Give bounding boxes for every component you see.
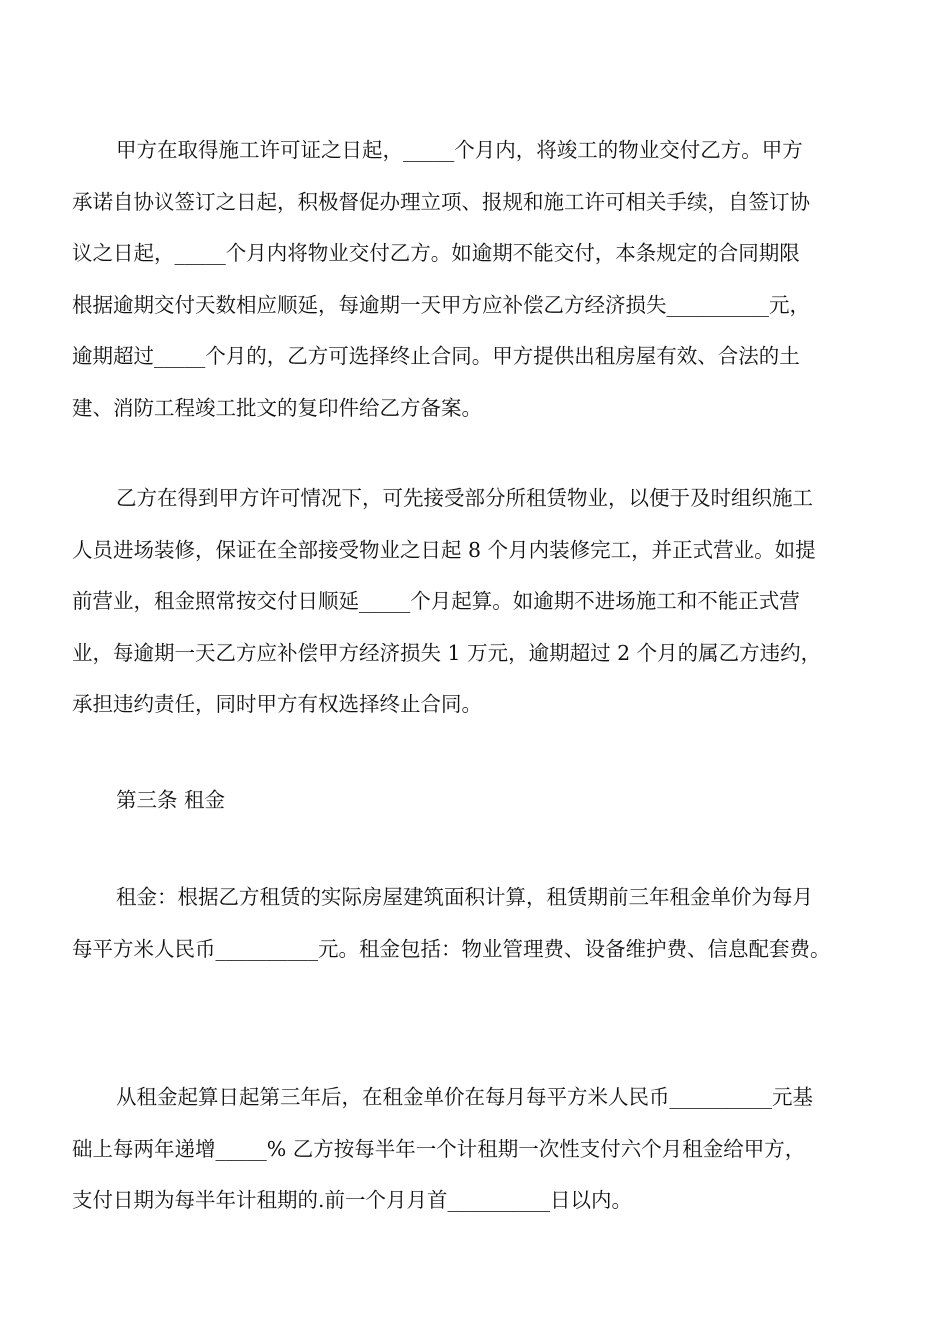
paragraph-line: 根据逾期交付天数相应顺延，每逾期一天甲方应补偿乙方经济损失__________元，: [72, 292, 810, 317]
paragraph-line: 每平方米人民币__________元。租金包括：物业管理费、设备维护费、信息配套费。: [72, 936, 831, 961]
paragraph-line: 逾期超过_____个月的，乙方可选择终止合同。甲方提供出租房屋有效、合法的土: [72, 344, 800, 368]
paragraph-line: 建、消防工程竣工批文的复印件给乙方备案。: [72, 395, 482, 420]
paragraph-line: 承担违约责任，同时甲方有权选择终止合同。: [72, 692, 482, 716]
paragraph-line: 业，每逾期一天乙方应补偿甲方经济损失 1 万元，逾期超过 2 个月的属乙方违约，: [72, 640, 822, 665]
paragraph-rent-price: [72, 872, 880, 975]
paragraph-line: 支付日期为每半年计租期的.前一个月月首__________日以内。: [72, 1188, 633, 1212]
paragraph-line: 乙方在得到甲方许可情况下，可先接受部分所租赁物业，以便于及时组织施工: [116, 486, 813, 510]
paragraph-line: 承诺自协议签订之日起，积极督促办理立项、报规和施工许可相关手续，自签订协: [72, 189, 810, 214]
paragraph-line: 从租金起算日起第三年后，在租金单价在每月每平方米人民币__________元基: [116, 1085, 813, 1109]
paragraph-line: 议之日起，_____个月内将物业交付乙方。如逾期不能交付，本条规定的合同期限: [72, 241, 800, 265]
paragraph-line: 础上每两年递增_____% 乙方按每半年一个计租期一次性支付六个月租金给甲方，: [72, 1136, 806, 1161]
section-heading: 第三条 租金: [116, 788, 226, 812]
paragraph-line: 前营业，租金照常按交付日顺延_____个月起算。如逾期不进场施工和不能正式营: [72, 589, 800, 613]
paragraph-line: 甲方在取得施工许可证之日起，_____个月内，将竣工的物业交付乙方。甲方: [116, 138, 803, 162]
paragraph-rent-increase: [72, 1072, 880, 1227]
paragraph-line: 人员进场装修，保证在全部接受物业之日起 8 个月内装修完工，并正式营业。如提: [72, 537, 816, 562]
paragraph-renovation-terms: [72, 473, 880, 731]
paragraph-line: 租金：根据乙方租赁的实际房屋建筑面积计算，租赁期前三年租金单价为每月: [116, 885, 813, 909]
paragraph-delivery-terms: [72, 125, 880, 434]
